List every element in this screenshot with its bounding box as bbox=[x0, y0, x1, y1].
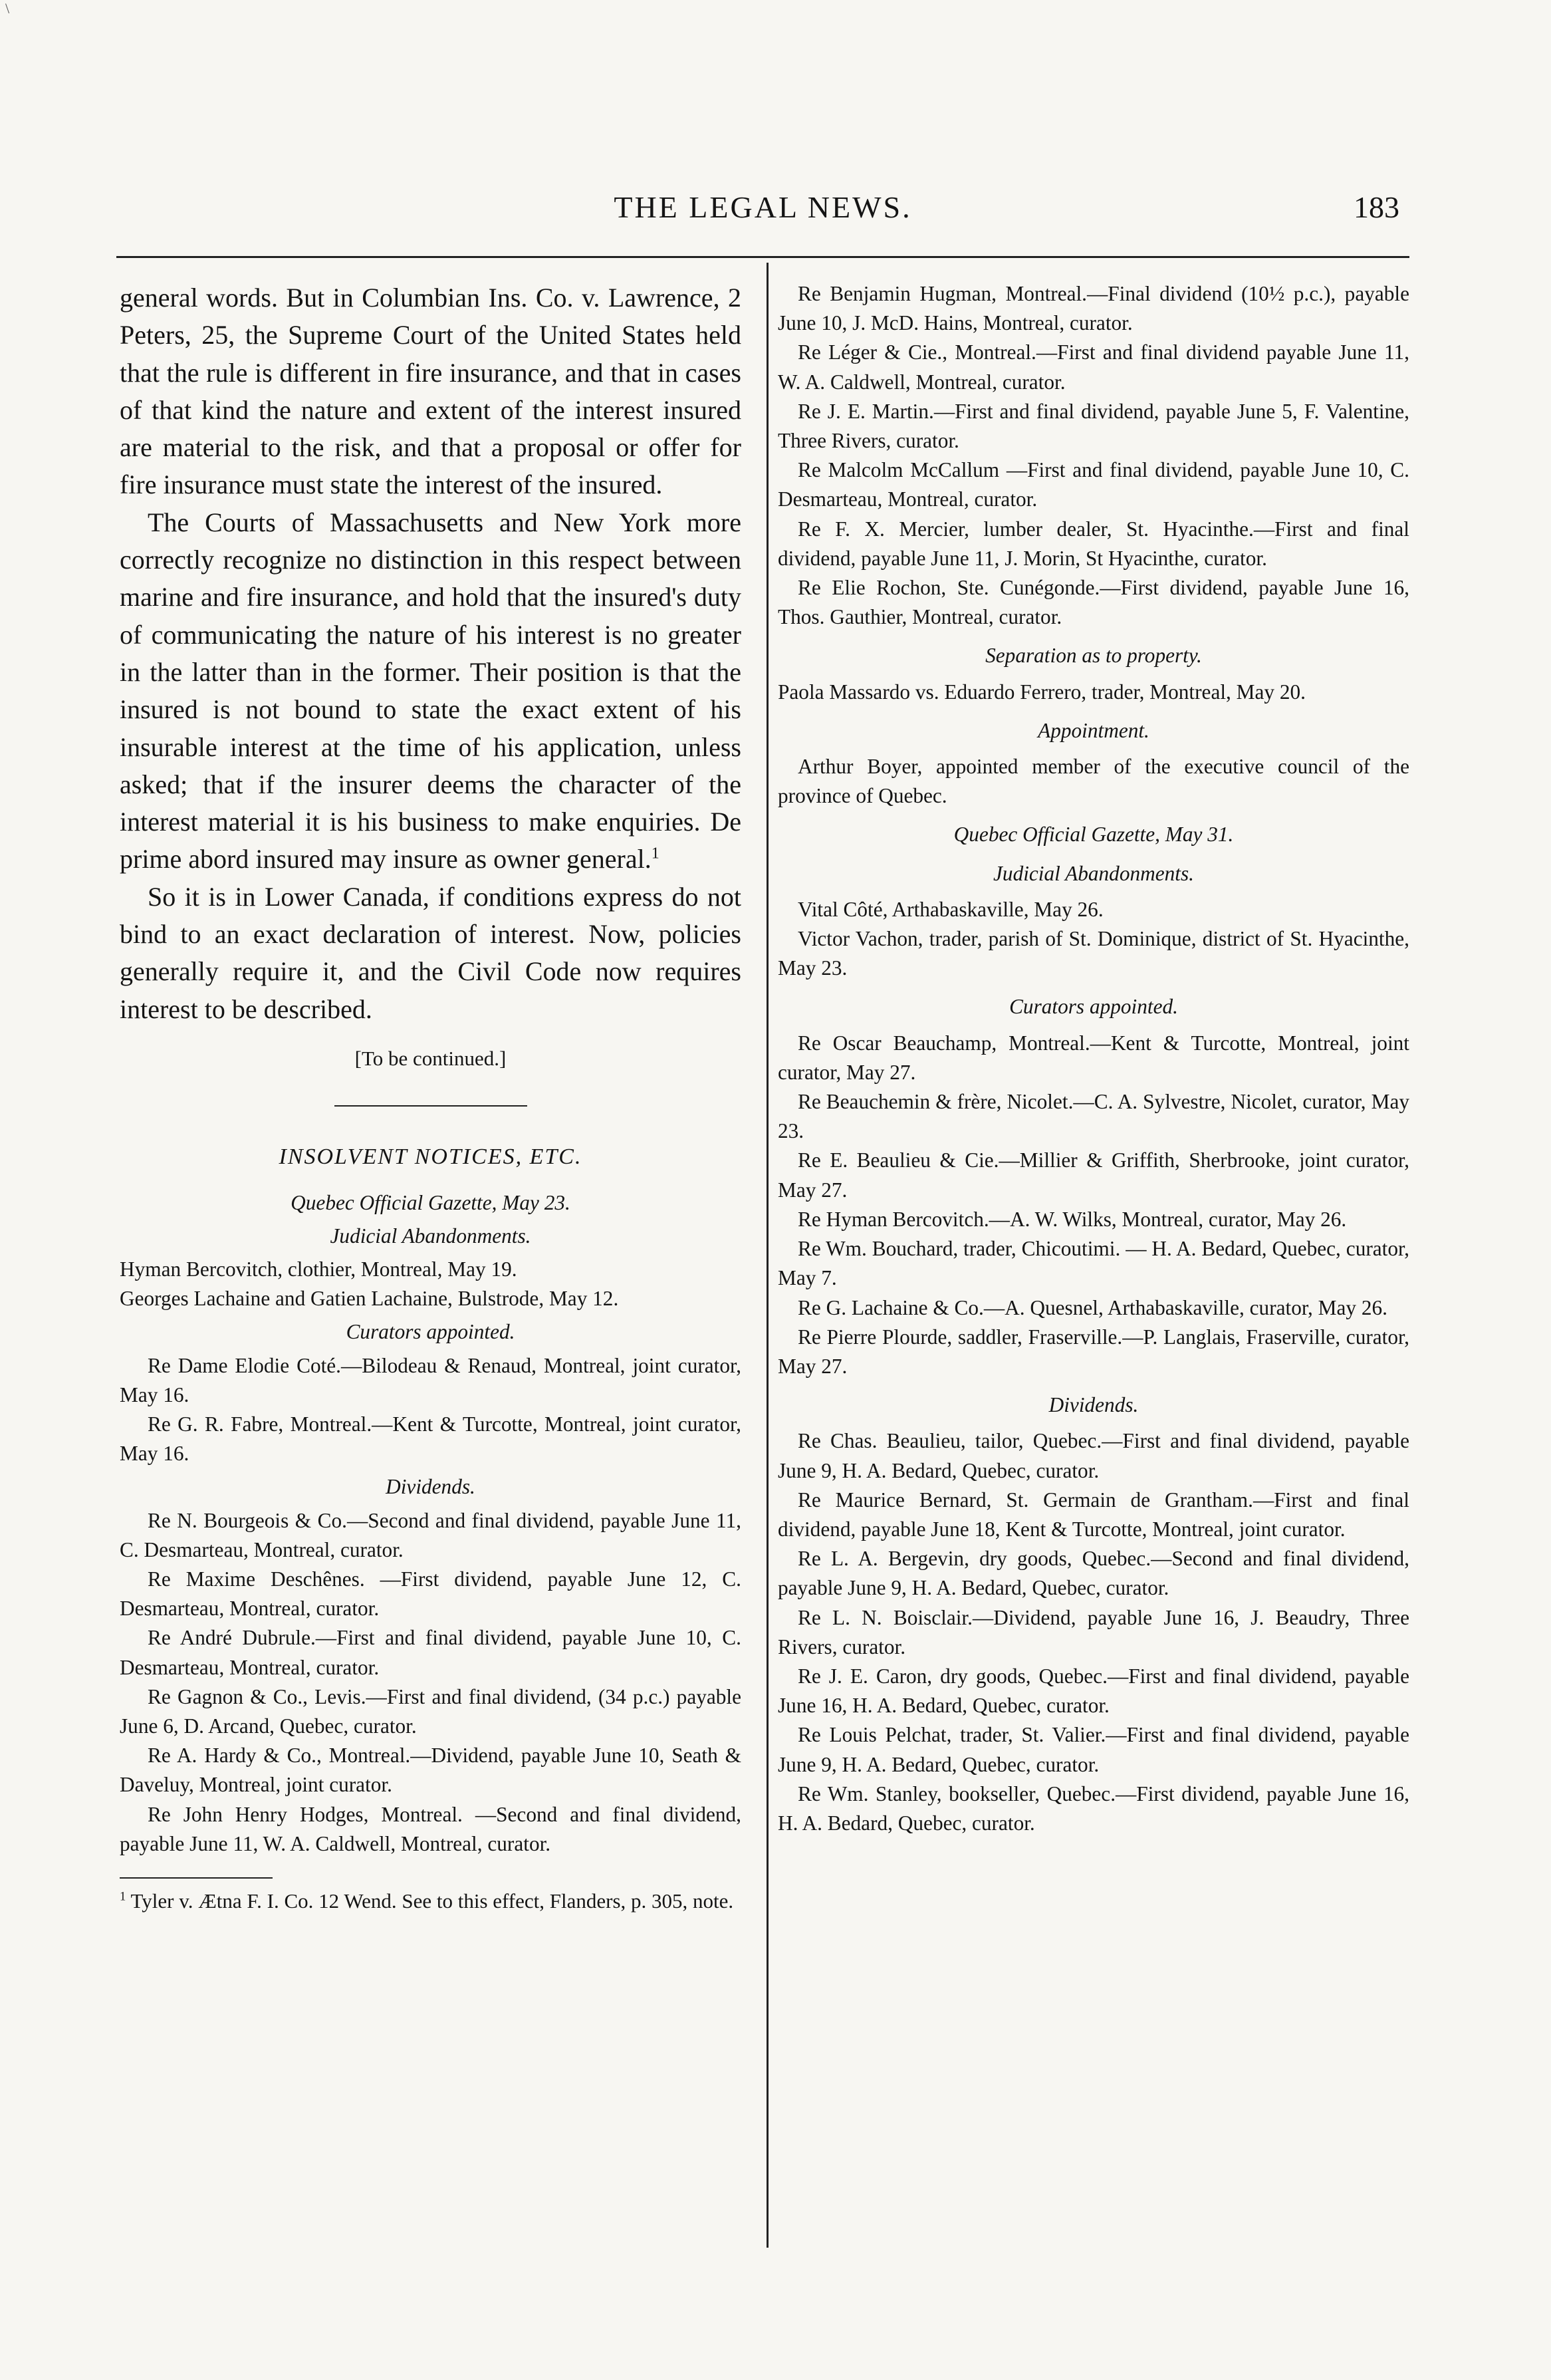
notice-entry: Paola Massardo vs. Eduardo Ferrero, trader, Montreal, May 20. bbox=[778, 680, 1306, 704]
dividends-heading: Dividends. bbox=[386, 1475, 475, 1499]
curators-heading: Curators appointed. bbox=[1009, 995, 1178, 1019]
left-column bbox=[120, 279, 741, 1915]
section-separator bbox=[334, 1105, 527, 1107]
notice-entry: Re A. Hardy & Co., Montreal.—Dividend, payable June 10, Seath & Daveluy, Montreal, joint curator. bbox=[120, 1744, 741, 1797]
notice-entry: Re André Dubrule.—First and final dividend, payable June 10, C. Desmarteau, Montreal, curator. bbox=[120, 1626, 741, 1679]
right-column bbox=[778, 279, 1409, 1838]
notice-entry: Re Maxime Deschênes. —First dividend, payable June 12, C. Desmarteau, Montreal, curator. bbox=[120, 1567, 741, 1621]
notice-entry: Hyman Bercovitch, clothier, Montreal, May 19. bbox=[120, 1257, 517, 1281]
notice-entry: Re Gagnon & Co., Levis.—First and final dividend, (34 p.c.) payable June 6, D. Arcand, Quebec, curator. bbox=[120, 1684, 741, 1738]
paragraph-2 bbox=[120, 504, 741, 878]
notice-entry: Re G. R. Fabre, Montreal.—Kent & Turcotte, Montreal, joint curator, May 16. bbox=[120, 1412, 741, 1466]
scan-edge-mark: \ bbox=[5, 0, 10, 17]
curators-heading: Curators appointed. bbox=[346, 1320, 515, 1344]
page-header bbox=[116, 190, 1409, 236]
continued-note: [To be continued.] bbox=[354, 1046, 507, 1070]
notice-entry: Georges Lachaine and Gatien Lachaine, Bulstrode, May 12. bbox=[120, 1287, 619, 1311]
dividends-heading: Dividends. bbox=[1048, 1393, 1139, 1417]
footnote bbox=[120, 1888, 741, 1915]
paragraph-2-text: The Courts of Massachusetts and New York more correctly recognize no distinction in this respect between marine and fire insurance, and hold that the insured's duty of communicating the nature of his interest is no greater in the latter than in the former. Their position is that the insured is not bound to state the exact extent of his insurable interest at the time of his application, unless asked; that if the insurer deems the character of the interest material it is his business to make enquiries. De prime abord insured may insure as owner general. bbox=[120, 507, 741, 874]
notice-entry: Vital Côté, Arthabaskaville, May 26. bbox=[798, 897, 1104, 921]
notice-entry: Re Benjamin Hugman, Montreal.—Final dividend (10½ p.c.), payable June 10, J. McD. Hains, Montreal, curator. bbox=[778, 282, 1409, 335]
notice-entry: Re L. N. Boisclair.—Dividend, payable June 16, J. Beaudry, Three Rivers, curator. bbox=[778, 1605, 1409, 1658]
notice-entry: Re J. E. Caron, dry goods, Quebec.—First and final dividend, payable June 16, H. A. Bedard, Quebec, curator. bbox=[778, 1664, 1409, 1718]
footnote-text: Tyler v. Ætna F. I. Co. 12 Wend. See to this effect, Flanders, p. 305, note. bbox=[130, 1889, 734, 1913]
notice-entry: Re John Henry Hodges, Montreal. —Second and final dividend, payable June 11, W. A. Caldwell, Montreal, curator. bbox=[120, 1802, 741, 1855]
column-divider bbox=[767, 263, 769, 2248]
notice-entry: Re Léger & Cie., Montreal.—First and final dividend payable June 11, W. A. Caldwell, Montreal, curator. bbox=[778, 340, 1409, 394]
page-number: 183 bbox=[1354, 190, 1399, 224]
notice-entry: Re Hyman Bercovitch.—A. W. Wilks, Montreal, curator, May 26. bbox=[798, 1207, 1347, 1231]
notice-entry: Re G. Lachaine & Co.—A. Quesnel, Arthabaskaville, curator, May 26. bbox=[798, 1295, 1387, 1319]
gazette-heading: Quebec Official Gazette, May 31. bbox=[953, 823, 1234, 847]
paragraph-3: So it is in Lower Canada, if conditions express do not bind to an exact declaration of interest. Now, policies generally require it, and the Civil Code now requires interest to be described. bbox=[120, 881, 741, 1024]
notice-entry: Re Chas. Beaulieu, tailor, Quebec.—First and final dividend, payable June 9, H. A. Bedard, Quebec, curator. bbox=[778, 1429, 1409, 1482]
notice-entry: Re Elie Rochon, Ste. Cunégonde.—First dividend, payable June 16, Thos. Gauthier, Montreal, curator. bbox=[778, 576, 1409, 629]
notice-entry: Re N. Bourgeois & Co.—Second and final dividend, payable June 11, C. Desmarteau, Montreal, curator. bbox=[120, 1508, 741, 1561]
notice-entry: Re Pierre Plourde, saddler, Fraserville.—P. Langlais, Fraserville, curator, May 27. bbox=[778, 1325, 1409, 1378]
footnote-number: 1 bbox=[120, 1889, 126, 1904]
notice-entry: Re Oscar Beauchamp, Montreal.—Kent & Turcotte, Montreal, joint curator, May 27. bbox=[778, 1031, 1409, 1084]
notice-entry: Re Maurice Bernard, St. Germain de Grantham.—First and final dividend, payable June 18, Kent & Turcotte, Montreal, joint curator. bbox=[778, 1488, 1409, 1541]
notice-entry: Arthur Boyer, appointed member of the executive council of the province of Quebec. bbox=[778, 755, 1409, 808]
footnote-rule bbox=[120, 1877, 273, 1879]
notice-entry: Re Beauchemin & frère, Nicolet.—C. A. Sylvestre, Nicolet, curator, May 23. bbox=[778, 1090, 1409, 1143]
notice-entry: Re Wm. Stanley, bookseller, Quebec.—First dividend, payable June 16, H. A. Bedard, Quebec, curator. bbox=[778, 1782, 1409, 1835]
header-rule bbox=[116, 256, 1409, 258]
footnote-ref: 1 bbox=[651, 845, 659, 863]
notice-entry: Re Malcolm McCallum —First and final dividend, payable June 10, C. Desmarteau, Montreal, curator. bbox=[778, 458, 1409, 511]
running-title: THE LEGAL NEWS. bbox=[614, 190, 912, 224]
notice-entry: Re F. X. Mercier, lumber dealer, St. Hyacinthe.—First and final dividend, payable June 11, J. Morin, St Hyacinthe, curator. bbox=[778, 517, 1409, 570]
judicial-abandonments-heading: Judicial Abandonments. bbox=[993, 861, 1194, 885]
notice-entry: Re Dame Elodie Coté.—Bilodeau & Renaud, Montreal, joint curator, May 16. bbox=[120, 1353, 741, 1406]
notice-entry: Re Wm. Bouchard, trader, Chicoutimi. — H. A. Bedard, Quebec, curator, May 7. bbox=[778, 1237, 1409, 1290]
gazette-heading: Quebec Official Gazette, May 23. bbox=[291, 1190, 570, 1214]
notice-entry: Re L. A. Bergevin, dry goods, Quebec.—Second and final dividend, payable June 9, H. A. Bedard, Quebec, curator. bbox=[778, 1547, 1409, 1600]
insolvent-notices-left bbox=[120, 1188, 741, 1859]
notice-entry: Re E. Beaulieu & Cie.—Millier & Griffith, Sherbrooke, joint curator, May 27. bbox=[778, 1148, 1409, 1202]
notice-entry: Victor Vachon, trader, parish of St. Dominique, district of St. Hyacinthe, May 23. bbox=[778, 927, 1409, 980]
paragraph-1: general words. But in Columbian Ins. Co. v. Lawrence, 2 Peters, 25, the Supreme Court of the United States held that the rule is different in fire insurance, and that in cases of that kind the nature and extent of the interest insured are material to the risk, and that a proposal or offer for fire insurance must state the interest of the insured. bbox=[120, 283, 741, 500]
section-title: INSOLVENT NOTICES, ETC. bbox=[279, 1144, 582, 1170]
notice-entry: Re J. E. Martin.—First and final dividend, payable June 5, F. Valentine, Three Rivers, curator. bbox=[778, 399, 1409, 453]
appointment-heading: Appointment. bbox=[1038, 718, 1149, 742]
judicial-abandonments-heading: Judicial Abandonments. bbox=[330, 1224, 531, 1248]
notice-entry: Re Louis Pelchat, trader, St. Valier.—First and final dividend, payable June 9, H. A. Bedard, Quebec, curator. bbox=[778, 1723, 1409, 1776]
separation-heading: Separation as to property. bbox=[985, 644, 1202, 668]
